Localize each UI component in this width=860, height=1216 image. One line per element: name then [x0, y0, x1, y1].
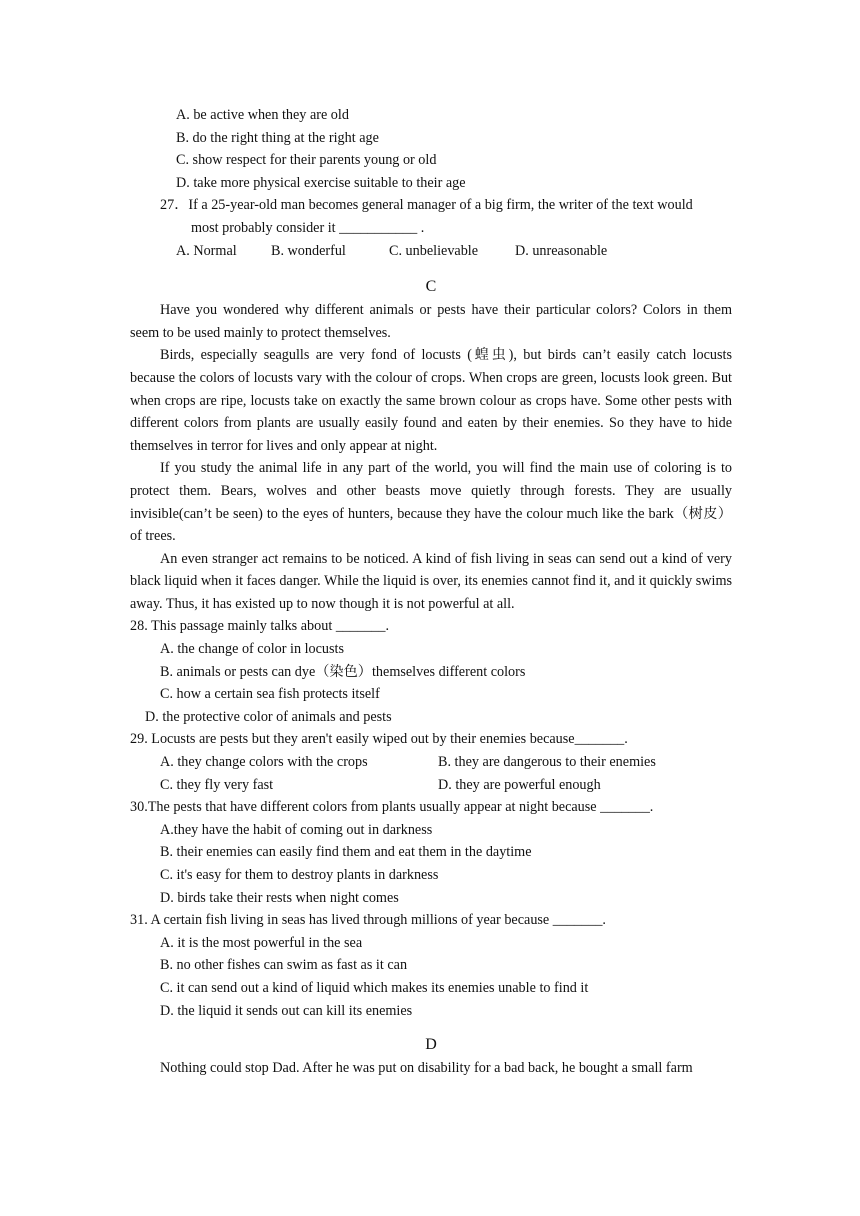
- q27-stem-line2: most probably consider it ___________ .: [191, 219, 425, 236]
- section-d-title: D: [425, 1036, 437, 1054]
- section-c-paragraph-2: Birds, especially seagulls are very fond of locusts (蝗虫), but birds can’t easily catch locusts because the colors of locusts vary with the colour of crops. When crops are green, locusts look green. But when crops are ripe, locusts take on exactly the same brown colour as crops have. Some other pests with different colors from plants are usually easily found and eaten by their enemies. So they have to hide themselves in terror for lives and only appear at night.: [130, 347, 732, 454]
- q26-options: [130, 104, 732, 194]
- q30-stem: 30.The pests that have different colors from plants usually appear at night because _______.: [130, 799, 654, 816]
- q29-option-b: B. they are dangerous to their enemies: [438, 754, 656, 771]
- q28-option-b: B. animals or pests can dye（染色）themselves different colors: [160, 663, 526, 680]
- q28-option-a: A. the change of color in locusts: [160, 641, 344, 658]
- q29-options-row-2: [130, 774, 732, 797]
- question-29: [130, 728, 732, 796]
- q29-option-a: A. they change colors with the crops: [160, 754, 368, 771]
- q29-stem: 29. Locusts are pests but they aren't easily wiped out by their enemies because_______.: [130, 731, 628, 748]
- section-c-paragraph-3: If you study the animal life in any part of the world, you will find the main use of coloring is to protect them. Bears, wolves and other beasts move quietly through forests. They are usually invisible(can’t be seen) to the eyes of hunters, because they have the colour much like the bark（树皮）of trees.: [130, 460, 732, 545]
- q26-option-b: B. do the right thing at the right age: [176, 129, 379, 146]
- q26-option-c: C. show respect for their parents young or old: [176, 152, 437, 169]
- q28-option-d: D. the protective color of animals and pests: [145, 708, 392, 725]
- q29-option-c: C. they fly very fast: [160, 776, 274, 793]
- q30-option-d: D. birds take their rests when night comes: [160, 889, 399, 906]
- q31-option-d: D. the liquid it sends out can kill its enemies: [160, 1002, 413, 1019]
- document-content: [130, 104, 732, 1080]
- q29-options-row-1: [130, 751, 732, 774]
- section-d-paragraph-1: Nothing could stop Dad. After he was put on disability for a bad back, he bought a small farm: [160, 1060, 693, 1077]
- q30-option-a: A.they have the habit of coming out in darkness: [160, 821, 433, 838]
- q31-option-c: C. it can send out a kind of liquid which makes its enemies unable to find it: [160, 979, 589, 996]
- q27-option-c: C. unbelievable: [389, 242, 479, 259]
- q28-option-c: C. how a certain sea fish protects itself: [160, 686, 380, 703]
- question-27: [130, 194, 732, 262]
- section-c-paragraph-4: An even stranger act remains to be noticed. A kind of fish living in seas can send out a kind of very black liquid when it faces danger. While the liquid is over, its enemies cannot find it, and it quickly swims away. Thus, it has existed up to now though it is not powerful at all.: [130, 550, 733, 612]
- q31-option-b: B. no other fishes can swim as fast as it can: [160, 957, 408, 974]
- section-c-paragraph-1: Have you wondered why different animals or pests have their particular colors? Colors in them seem to be used mainly to protect themselves.: [130, 302, 732, 341]
- question-31: [130, 909, 732, 1022]
- q27-option-a: A. Normal: [176, 242, 237, 259]
- question-30: [130, 796, 732, 909]
- q27-options: [130, 240, 732, 263]
- q27-option-b: B. wonderful: [271, 242, 346, 259]
- q28-stem: 28. This passage mainly talks about _______.: [130, 618, 390, 635]
- section-c-title: C: [425, 278, 437, 296]
- q27-option-d: D. unreasonable: [515, 242, 608, 259]
- q29-option-d: D. they are powerful enough: [438, 776, 601, 793]
- q30-option-b: B. their enemies can easily find them and eat them in the daytime: [160, 844, 532, 861]
- q26-option-a: A. be active when they are old: [176, 107, 349, 123]
- question-28: [130, 615, 732, 728]
- q31-stem: 31. A certain fish living in seas has lived through millions of year because _______.: [130, 912, 606, 929]
- q30-option-c: C. it's easy for them to destroy plants in darkness: [160, 867, 439, 883]
- q26-option-d: D. take more physical exercise suitable to their age: [176, 174, 466, 191]
- q31-option-a: A. it is the most powerful in the sea: [160, 934, 363, 951]
- q27-stem-line1: 27．If a 25-year-old man becomes general manager of a big firm, the writer of the text would: [160, 197, 693, 214]
